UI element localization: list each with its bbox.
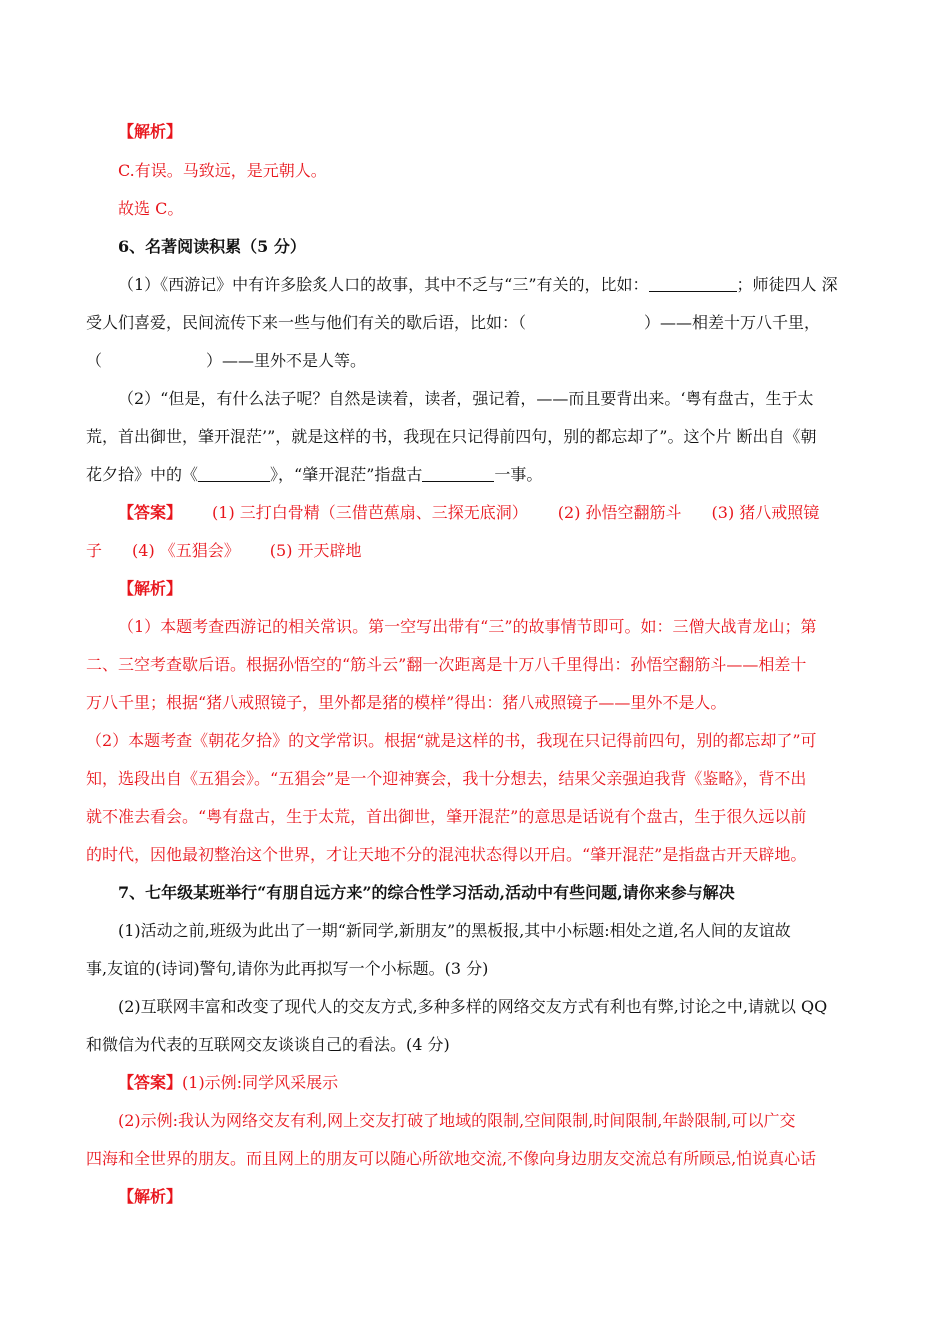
analysis-conclusion: 故选 C。: [118, 199, 184, 218]
answer-2: (2) 孙悟空翻筋斗: [557, 503, 682, 522]
q6-analysis-line4: （2）本题考查《朝花夕拾》的文学常识。根据“就是这样的书，我现在只记得前四句，别的都忘却了”可: [86, 731, 817, 750]
fill-blank: [422, 465, 494, 482]
q6-analysis-line7: 的时代，因他最初整治这个世界，才让天地不分的混沌状态得以开启。“肇开混茫”是指盘古开天辟地。: [86, 845, 807, 864]
answer-4: (4) 《五猖会》: [132, 541, 240, 560]
q6-p1-l3-text: （: [86, 351, 103, 370]
q6-analysis-label: 【解析】: [118, 579, 183, 598]
q7-part1-line2: 事,友谊的(诗词)警句,请你为此再拟写一个小标题。(3 分): [86, 959, 489, 978]
q6-analysis-line1: （1）本题考查西游记的相关常识。第一空写出带有“三”的故事情节即可。如：三僧大战青龙山；第: [118, 617, 817, 636]
answer-3-tail: 子: [86, 541, 103, 560]
fill-blank: [649, 275, 737, 292]
q6-p2-l3-tail: 一事。: [494, 465, 543, 484]
answer-3: (3) 猪八戒照镜: [711, 503, 820, 522]
answer-label: 【答案】: [118, 503, 183, 522]
q6-p1-l1-text: （1）《西游记》中有许多脍炙人口的故事，其中不乏与“三”有关的，比如：: [118, 275, 649, 294]
answer-label: 【答案】: [118, 1073, 183, 1092]
q6-part1-line2: [86, 313, 820, 333]
q6-p1-l3-tail: ）——里外不是人等。: [206, 351, 367, 370]
q7-answer-line3: 四海和全世界的朋友。而且网上的朋友可以随心所欲地交流,不像向身边朋友交流总有所顾忌,怕说真心话: [86, 1149, 817, 1168]
q6-analysis-line2: 二、三空考查歇后语。根据孙悟空的“筋斗云”翻一次距离是十万八千里得出：孙悟空翻筋斗——相差十: [86, 655, 807, 674]
q6-p2-l3-mid: 》，“肇开混茫”指盘古: [270, 465, 423, 484]
q6-part2-line1: （2）“但是，有什么法子呢？自然是读着，读者，强记着，——而且要背出来。‘粤有盘古，生于太: [118, 389, 814, 408]
q7-analysis-label: 【解析】: [118, 1187, 183, 1206]
q6-part1-line3: [86, 351, 366, 371]
q6-answer-line1: [118, 503, 819, 523]
q7-answer-line1: [118, 1073, 338, 1093]
q6-part2-line3: [86, 465, 542, 485]
q6-part1-line1: [118, 275, 838, 295]
question-6-title: 6、名著阅读积累（5 分）: [118, 237, 306, 256]
q6-p1-l2-tail: ）——相差十万八千里，: [644, 313, 821, 332]
q6-part2-line2: 荒，首出御世，肇开混茫’”，就是这样的书，我现在只记得前四句，别的都忘却了”。这个片 断出自《朝: [86, 427, 817, 446]
q6-p1-l1-tail: ；师徒四人 深: [736, 275, 838, 294]
analysis-text: C.有误。马致远，是元朝人。: [118, 161, 327, 180]
q7-part1-line1: (1)活动之前,班级为此出了一期“新同学,新朋友”的黑板报,其中小标题:相处之道,名人间的友谊故: [118, 921, 791, 940]
fill-blank: [198, 465, 270, 482]
q7-part2-line1: (2)互联网丰富和改变了现代人的交友方式,多种多样的网络交友方式有利也有弊,讨论之中,请就以 QQ: [118, 997, 828, 1016]
q7-answer-1: (1)示例:同学风采展示: [182, 1073, 339, 1092]
q6-answer-line2: [86, 541, 362, 561]
q7-part2-line2: 和微信为代表的互联网交友谈谈自己的看法。(4 分): [86, 1035, 450, 1054]
q6-analysis-line5: 知，选段出自《五猖会》。“五猖会”是一个迎神赛会，我十分想去，结果父亲强迫我背《鉴略》，背不出: [86, 769, 807, 788]
q6-p1-l2-text: 受人们喜爱，民间流传下来一些与他们有关的歇后语，比如：（: [86, 313, 527, 332]
q6-analysis-line3: 万八千里；根据“猪八戒照镜子，里外都是猪的模样”得出：猪八戒照镜子——里外不是人。: [86, 693, 727, 712]
analysis-label: 【解析】: [118, 122, 183, 141]
answer-1: (1) 三打白骨精（三借芭蕉扇、三探无底洞）: [212, 503, 528, 522]
q6-p2-l3-text: 花夕拾》中的《: [86, 465, 199, 484]
q6-analysis-line6: 就不准去看会。“粤有盘古，生于太荒，首出御世，肇开混茫”的意思是话说有个盘古，生于很久远以前: [86, 807, 807, 826]
q7-answer-line2: (2)示例:我认为网络交友有利,网上交友打破了地域的限制,空间限制,时间限制,年龄限制,可以广交: [118, 1111, 796, 1130]
question-7-title: 7、七年级某班举行“有朋自远方来”的综合性学习活动,活动中有些问题,请你来参与解决: [118, 883, 735, 902]
answer-5: (5) 开天辟地: [269, 541, 362, 560]
